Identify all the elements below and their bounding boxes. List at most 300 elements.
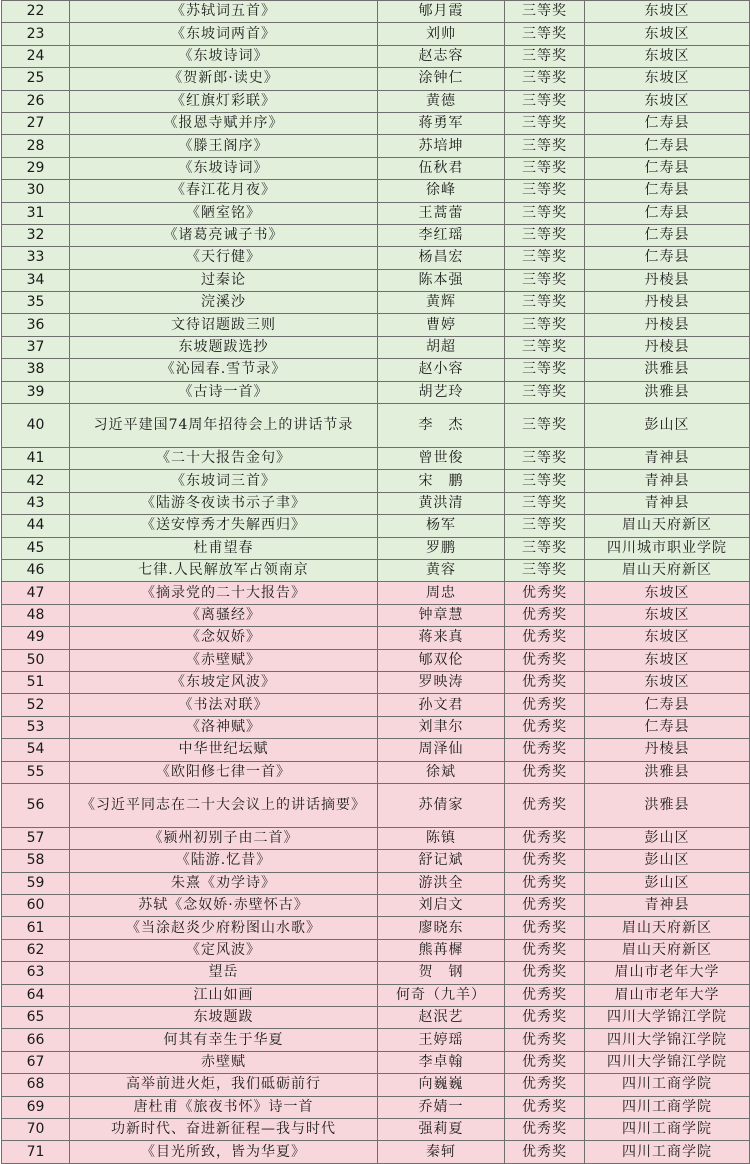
region-unit: 洪雅县 xyxy=(585,783,750,827)
table-row xyxy=(2,515,750,537)
table-row xyxy=(2,135,750,157)
entry-number: 28 xyxy=(2,135,70,157)
region-unit: 丹棱县 xyxy=(585,336,750,358)
entry-number: 60 xyxy=(2,895,70,917)
entry-number: 43 xyxy=(2,492,70,514)
entry-number: 66 xyxy=(2,1029,70,1051)
award-level: 三等奖 xyxy=(505,314,585,336)
author-name: 李卓翰 xyxy=(378,1051,505,1073)
work-title: 《洛神赋》 xyxy=(70,716,378,738)
author-name: 孙文君 xyxy=(378,694,505,716)
region-unit: 仁寿县 xyxy=(585,247,750,269)
award-level: 三等奖 xyxy=(505,404,585,448)
region-unit: 丹棱县 xyxy=(585,292,750,314)
author-name: 熊苒樨 xyxy=(378,939,505,961)
work-title: 《诸葛亮诫子书》 xyxy=(70,224,378,246)
award-level: 优秀奖 xyxy=(505,1074,585,1096)
region-unit: 四川城市职业学院 xyxy=(585,537,750,559)
region-unit: 青神县 xyxy=(585,470,750,492)
award-level: 三等奖 xyxy=(505,112,585,134)
work-title: 《二十大报告金句》 xyxy=(70,448,378,470)
table-row xyxy=(2,582,750,604)
table-row xyxy=(2,939,750,961)
work-title: 东坡题跋 xyxy=(70,1007,378,1029)
region-unit: 仁寿县 xyxy=(585,157,750,179)
work-title: 高举前进火炬，我们砥砺前行 xyxy=(70,1074,378,1096)
table-row xyxy=(2,984,750,1006)
table-row xyxy=(2,783,750,827)
author-name: 赵小容 xyxy=(378,359,505,381)
region-unit: 彭山区 xyxy=(585,850,750,872)
region-unit: 东坡区 xyxy=(585,1,750,23)
region-unit: 眉山天府新区 xyxy=(585,515,750,537)
region-unit: 东坡区 xyxy=(585,627,750,649)
work-title: 《念奴娇》 xyxy=(70,627,378,649)
author-name: 罗映涛 xyxy=(378,671,505,693)
work-title: 赤壁赋 xyxy=(70,1051,378,1073)
table-row xyxy=(2,202,750,224)
entry-number: 32 xyxy=(2,224,70,246)
region-unit: 青神县 xyxy=(585,492,750,514)
work-title: 《欧阳修七律一首》 xyxy=(70,761,378,783)
author-name: 李红瑶 xyxy=(378,224,505,246)
award-level: 三等奖 xyxy=(505,448,585,470)
entry-number: 47 xyxy=(2,582,70,604)
region-unit: 洪雅县 xyxy=(585,381,750,403)
award-level: 三等奖 xyxy=(505,68,585,90)
table-row xyxy=(2,23,750,45)
award-level: 三等奖 xyxy=(505,269,585,291)
region-unit: 东坡区 xyxy=(585,45,750,67)
entry-number: 30 xyxy=(2,180,70,202)
table-row xyxy=(2,314,750,336)
work-title: 《报恩寺赋并序》 xyxy=(70,112,378,134)
award-level: 优秀奖 xyxy=(505,739,585,761)
table-row xyxy=(2,157,750,179)
author-name: 乔婧一 xyxy=(378,1096,505,1118)
author-name: 陈镇 xyxy=(378,827,505,849)
entry-number: 38 xyxy=(2,359,70,381)
author-name: 黄德 xyxy=(378,90,505,112)
award-level: 优秀奖 xyxy=(505,872,585,894)
author-name: 徐峰 xyxy=(378,180,505,202)
region-unit: 四川大学锦江学院 xyxy=(585,1029,750,1051)
entry-number: 63 xyxy=(2,962,70,984)
region-unit: 青神县 xyxy=(585,895,750,917)
award-level: 优秀奖 xyxy=(505,582,585,604)
table-row xyxy=(2,895,750,917)
table-row xyxy=(2,872,750,894)
work-title: 《陋室铭》 xyxy=(70,202,378,224)
entry-number: 49 xyxy=(2,627,70,649)
award-level: 优秀奖 xyxy=(505,716,585,738)
work-title: 《东坡诗词》 xyxy=(70,157,378,179)
author-name: 苏培坤 xyxy=(378,135,505,157)
region-unit: 四川大学锦江学院 xyxy=(585,1051,750,1073)
award-level: 三等奖 xyxy=(505,292,585,314)
entry-number: 29 xyxy=(2,157,70,179)
table-row xyxy=(2,292,750,314)
table-row xyxy=(2,739,750,761)
entry-number: 55 xyxy=(2,761,70,783)
work-title: 杜甫望春 xyxy=(70,537,378,559)
entry-number: 22 xyxy=(2,1,70,23)
region-unit: 丹棱县 xyxy=(585,314,750,336)
table-row xyxy=(2,90,750,112)
work-title: 《古诗一首》 xyxy=(70,381,378,403)
author-name: 李 杰 xyxy=(378,404,505,448)
table-row xyxy=(2,1,750,23)
author-name: 舒记斌 xyxy=(378,850,505,872)
award-level: 三等奖 xyxy=(505,492,585,514)
region-unit: 东坡区 xyxy=(585,23,750,45)
entry-number: 57 xyxy=(2,827,70,849)
work-title: 《定风波》 xyxy=(70,939,378,961)
entry-number: 54 xyxy=(2,739,70,761)
award-level: 优秀奖 xyxy=(505,627,585,649)
work-title: 浣溪沙 xyxy=(70,292,378,314)
table-row xyxy=(2,627,750,649)
work-title: 《滕王阁序》 xyxy=(70,135,378,157)
table-row xyxy=(2,68,750,90)
author-name: 周忠 xyxy=(378,582,505,604)
region-unit: 眉山市老年大学 xyxy=(585,962,750,984)
author-name: 强莉夏 xyxy=(378,1118,505,1140)
award-level: 三等奖 xyxy=(505,202,585,224)
region-unit: 四川工商学院 xyxy=(585,1118,750,1140)
award-level: 优秀奖 xyxy=(505,1096,585,1118)
entry-number: 68 xyxy=(2,1074,70,1096)
entry-number: 50 xyxy=(2,649,70,671)
table-row xyxy=(2,917,750,939)
entry-number: 53 xyxy=(2,716,70,738)
author-name: 蒋勇军 xyxy=(378,112,505,134)
region-unit: 仁寿县 xyxy=(585,224,750,246)
region-unit: 洪雅县 xyxy=(585,359,750,381)
region-unit: 仁寿县 xyxy=(585,202,750,224)
author-name: 黄洪清 xyxy=(378,492,505,514)
work-title: 《天行健》 xyxy=(70,247,378,269)
award-level: 三等奖 xyxy=(505,1,585,23)
award-level: 三等奖 xyxy=(505,224,585,246)
entry-number: 61 xyxy=(2,917,70,939)
work-title: 《东坡定风波》 xyxy=(70,671,378,693)
work-title: 《贺新郎·读史》 xyxy=(70,68,378,90)
entry-number: 33 xyxy=(2,247,70,269)
table-row xyxy=(2,1051,750,1073)
entry-number: 45 xyxy=(2,537,70,559)
entry-number: 24 xyxy=(2,45,70,67)
work-title: 功新时代、奋进新征程—我与时代 xyxy=(70,1118,378,1140)
table-row xyxy=(2,761,750,783)
award-level: 优秀奖 xyxy=(505,1007,585,1029)
entry-number: 27 xyxy=(2,112,70,134)
region-unit: 仁寿县 xyxy=(585,180,750,202)
work-title: 《书法对联》 xyxy=(70,694,378,716)
author-name: 胡艺玲 xyxy=(378,381,505,403)
entry-number: 34 xyxy=(2,269,70,291)
entry-number: 64 xyxy=(2,984,70,1006)
work-title: 中华世纪坛赋 xyxy=(70,739,378,761)
table-row xyxy=(2,559,750,581)
award-level: 优秀奖 xyxy=(505,761,585,783)
region-unit: 眉山天府新区 xyxy=(585,917,750,939)
work-title: 何其有幸生于华夏 xyxy=(70,1029,378,1051)
award-level: 三等奖 xyxy=(505,515,585,537)
region-unit: 眉山天府新区 xyxy=(585,559,750,581)
work-title: 江山如画 xyxy=(70,984,378,1006)
table-row xyxy=(2,827,750,849)
region-unit: 彭山区 xyxy=(585,827,750,849)
entry-number: 67 xyxy=(2,1051,70,1073)
region-unit: 丹棱县 xyxy=(585,739,750,761)
table-row xyxy=(2,247,750,269)
author-name: 曹婷 xyxy=(378,314,505,336)
author-name: 胡超 xyxy=(378,336,505,358)
region-unit: 东坡区 xyxy=(585,68,750,90)
table-row xyxy=(2,336,750,358)
region-unit: 东坡区 xyxy=(585,671,750,693)
entry-number: 25 xyxy=(2,68,70,90)
author-name: 杨昌宏 xyxy=(378,247,505,269)
author-name: 黄辉 xyxy=(378,292,505,314)
author-name: 向巍巍 xyxy=(378,1074,505,1096)
region-unit: 彭山区 xyxy=(585,872,750,894)
entry-number: 52 xyxy=(2,694,70,716)
table-row xyxy=(2,1007,750,1029)
award-level: 优秀奖 xyxy=(505,1029,585,1051)
work-title: 苏轼《念奴娇·赤壁怀古》 xyxy=(70,895,378,917)
entry-number: 59 xyxy=(2,872,70,894)
author-name: 刘启文 xyxy=(378,895,505,917)
table-row xyxy=(2,470,750,492)
table-row xyxy=(2,537,750,559)
work-title: 东坡题跋选抄 xyxy=(70,336,378,358)
author-name: 王婷瑶 xyxy=(378,1029,505,1051)
entry-number: 41 xyxy=(2,448,70,470)
award-level: 优秀奖 xyxy=(505,649,585,671)
entry-number: 40 xyxy=(2,404,70,448)
table-row xyxy=(2,1074,750,1096)
award-level: 三等奖 xyxy=(505,537,585,559)
entry-number: 65 xyxy=(2,1007,70,1029)
author-name: 杨军 xyxy=(378,515,505,537)
entry-number: 48 xyxy=(2,604,70,626)
award-level: 优秀奖 xyxy=(505,671,585,693)
award-level: 优秀奖 xyxy=(505,895,585,917)
author-name: 刘帅 xyxy=(378,23,505,45)
author-name: 贺 钢 xyxy=(378,962,505,984)
work-title: 《赤壁赋》 xyxy=(70,649,378,671)
author-name: 秦轲 xyxy=(378,1141,505,1163)
work-title: 《当涂赵炎少府粉图山水歌》 xyxy=(70,917,378,939)
award-level: 优秀奖 xyxy=(505,962,585,984)
region-unit: 四川工商学院 xyxy=(585,1074,750,1096)
work-title: 《东坡词两首》 xyxy=(70,23,378,45)
table-row xyxy=(2,180,750,202)
entry-number: 42 xyxy=(2,470,70,492)
author-name: 刘聿尔 xyxy=(378,716,505,738)
award-level: 三等奖 xyxy=(505,336,585,358)
work-title: 《离骚经》 xyxy=(70,604,378,626)
author-name: 黄容 xyxy=(378,559,505,581)
region-unit: 四川工商学院 xyxy=(585,1141,750,1163)
table-row xyxy=(2,224,750,246)
entry-number: 58 xyxy=(2,850,70,872)
author-name: 何奇（九羊） xyxy=(378,984,505,1006)
entry-number: 69 xyxy=(2,1096,70,1118)
work-title: 《春江花月夜》 xyxy=(70,180,378,202)
award-level: 优秀奖 xyxy=(505,604,585,626)
work-title: 《陆游冬夜读书示子聿》 xyxy=(70,492,378,514)
author-name: 赵泯艺 xyxy=(378,1007,505,1029)
region-unit: 洪雅县 xyxy=(585,761,750,783)
award-results-table xyxy=(1,0,750,1164)
work-title: 望岳 xyxy=(70,962,378,984)
author-name: 伍秋君 xyxy=(378,157,505,179)
work-title: 过秦论 xyxy=(70,269,378,291)
author-name: 游洪全 xyxy=(378,872,505,894)
work-title: 习近平建国74周年招待会上的讲话节录 xyxy=(70,404,378,448)
author-name: 曾世俊 xyxy=(378,448,505,470)
author-name: 蒋来真 xyxy=(378,627,505,649)
table-row xyxy=(2,1118,750,1140)
region-unit: 四川大学锦江学院 xyxy=(585,1007,750,1029)
author-name: 郇月霞 xyxy=(378,1,505,23)
table-row xyxy=(2,45,750,67)
award-level: 优秀奖 xyxy=(505,939,585,961)
award-level: 三等奖 xyxy=(505,90,585,112)
region-unit: 仁寿县 xyxy=(585,112,750,134)
region-unit: 四川工商学院 xyxy=(585,1096,750,1118)
award-level: 优秀奖 xyxy=(505,1051,585,1073)
table-row xyxy=(2,716,750,738)
table-row xyxy=(2,694,750,716)
author-name: 郇双伦 xyxy=(378,649,505,671)
author-name: 宋 鹏 xyxy=(378,470,505,492)
award-level: 优秀奖 xyxy=(505,694,585,716)
award-level: 三等奖 xyxy=(505,247,585,269)
award-level: 三等奖 xyxy=(505,157,585,179)
award-level: 优秀奖 xyxy=(505,827,585,849)
table-row xyxy=(2,1096,750,1118)
award-level: 优秀奖 xyxy=(505,984,585,1006)
table-row xyxy=(2,962,750,984)
region-unit: 青神县 xyxy=(585,448,750,470)
region-unit: 东坡区 xyxy=(585,649,750,671)
author-name: 钟章慧 xyxy=(378,604,505,626)
region-unit: 眉山市老年大学 xyxy=(585,984,750,1006)
entry-number: 37 xyxy=(2,336,70,358)
entry-number: 71 xyxy=(2,1141,70,1163)
entry-number: 56 xyxy=(2,783,70,827)
author-name: 涂钟仁 xyxy=(378,68,505,90)
work-title: 《苏轼词五首》 xyxy=(70,1,378,23)
author-name: 陈本强 xyxy=(378,269,505,291)
entry-number: 62 xyxy=(2,939,70,961)
table-row xyxy=(2,649,750,671)
table-row xyxy=(2,492,750,514)
region-unit: 彭山区 xyxy=(585,404,750,448)
entry-number: 51 xyxy=(2,671,70,693)
entry-number: 35 xyxy=(2,292,70,314)
work-title: 《送安惇秀才失解西归》 xyxy=(70,515,378,537)
region-unit: 东坡区 xyxy=(585,604,750,626)
work-title: 朱熹《劝学诗》 xyxy=(70,872,378,894)
table-row xyxy=(2,269,750,291)
author-name: 廖晓东 xyxy=(378,917,505,939)
author-name: 苏倩家 xyxy=(378,783,505,827)
work-title: 《陆游.忆昔》 xyxy=(70,850,378,872)
entry-number: 31 xyxy=(2,202,70,224)
region-unit: 丹棱县 xyxy=(585,269,750,291)
award-level: 三等奖 xyxy=(505,135,585,157)
work-title: 《摘录党的二十大报告》 xyxy=(70,582,378,604)
work-title: 《东坡诗词》 xyxy=(70,45,378,67)
work-title: 七律.人民解放军占领南京 xyxy=(70,559,378,581)
author-name: 徐斌 xyxy=(378,761,505,783)
award-level: 优秀奖 xyxy=(505,1118,585,1140)
region-unit: 仁寿县 xyxy=(585,135,750,157)
entry-number: 39 xyxy=(2,381,70,403)
work-title: 文待诏题跋三则 xyxy=(70,314,378,336)
work-title: 《沁园春.雪节录》 xyxy=(70,359,378,381)
award-level: 三等奖 xyxy=(505,381,585,403)
table-row xyxy=(2,671,750,693)
award-level: 三等奖 xyxy=(505,45,585,67)
work-title: 唐杜甫《旅夜书怀》诗一首 xyxy=(70,1096,378,1118)
table-row xyxy=(2,359,750,381)
table-row xyxy=(2,381,750,403)
author-name: 罗鹏 xyxy=(378,537,505,559)
work-title: 《东坡词三首》 xyxy=(70,470,378,492)
region-unit: 东坡区 xyxy=(585,90,750,112)
work-title: 《颍州初别子由二首》 xyxy=(70,827,378,849)
table-row xyxy=(2,604,750,626)
region-unit: 仁寿县 xyxy=(585,716,750,738)
region-unit: 仁寿县 xyxy=(585,694,750,716)
entry-number: 26 xyxy=(2,90,70,112)
work-title: 《目光所致，皆为华夏》 xyxy=(70,1141,378,1163)
entry-number: 36 xyxy=(2,314,70,336)
table-row xyxy=(2,1029,750,1051)
table-row xyxy=(2,404,750,448)
award-level: 三等奖 xyxy=(505,559,585,581)
region-unit: 眉山天府新区 xyxy=(585,939,750,961)
award-level: 三等奖 xyxy=(505,23,585,45)
award-level: 三等奖 xyxy=(505,359,585,381)
award-level: 三等奖 xyxy=(505,180,585,202)
entry-number: 44 xyxy=(2,515,70,537)
entry-number: 46 xyxy=(2,559,70,581)
author-name: 王蒿蕾 xyxy=(378,202,505,224)
table-row xyxy=(2,448,750,470)
award-level: 优秀奖 xyxy=(505,917,585,939)
award-results-body xyxy=(2,1,750,1164)
table-row xyxy=(2,850,750,872)
work-title: 《习近平同志在二十大会议上的讲话摘要》 xyxy=(70,783,378,827)
work-title: 《红旗灯彩联》 xyxy=(70,90,378,112)
entry-number: 70 xyxy=(2,1118,70,1140)
award-level: 优秀奖 xyxy=(505,850,585,872)
author-name: 赵志容 xyxy=(378,45,505,67)
region-unit: 东坡区 xyxy=(585,582,750,604)
table-row xyxy=(2,112,750,134)
entry-number: 23 xyxy=(2,23,70,45)
author-name: 周泽仙 xyxy=(378,739,505,761)
award-level: 三等奖 xyxy=(505,470,585,492)
award-level: 优秀奖 xyxy=(505,1141,585,1163)
